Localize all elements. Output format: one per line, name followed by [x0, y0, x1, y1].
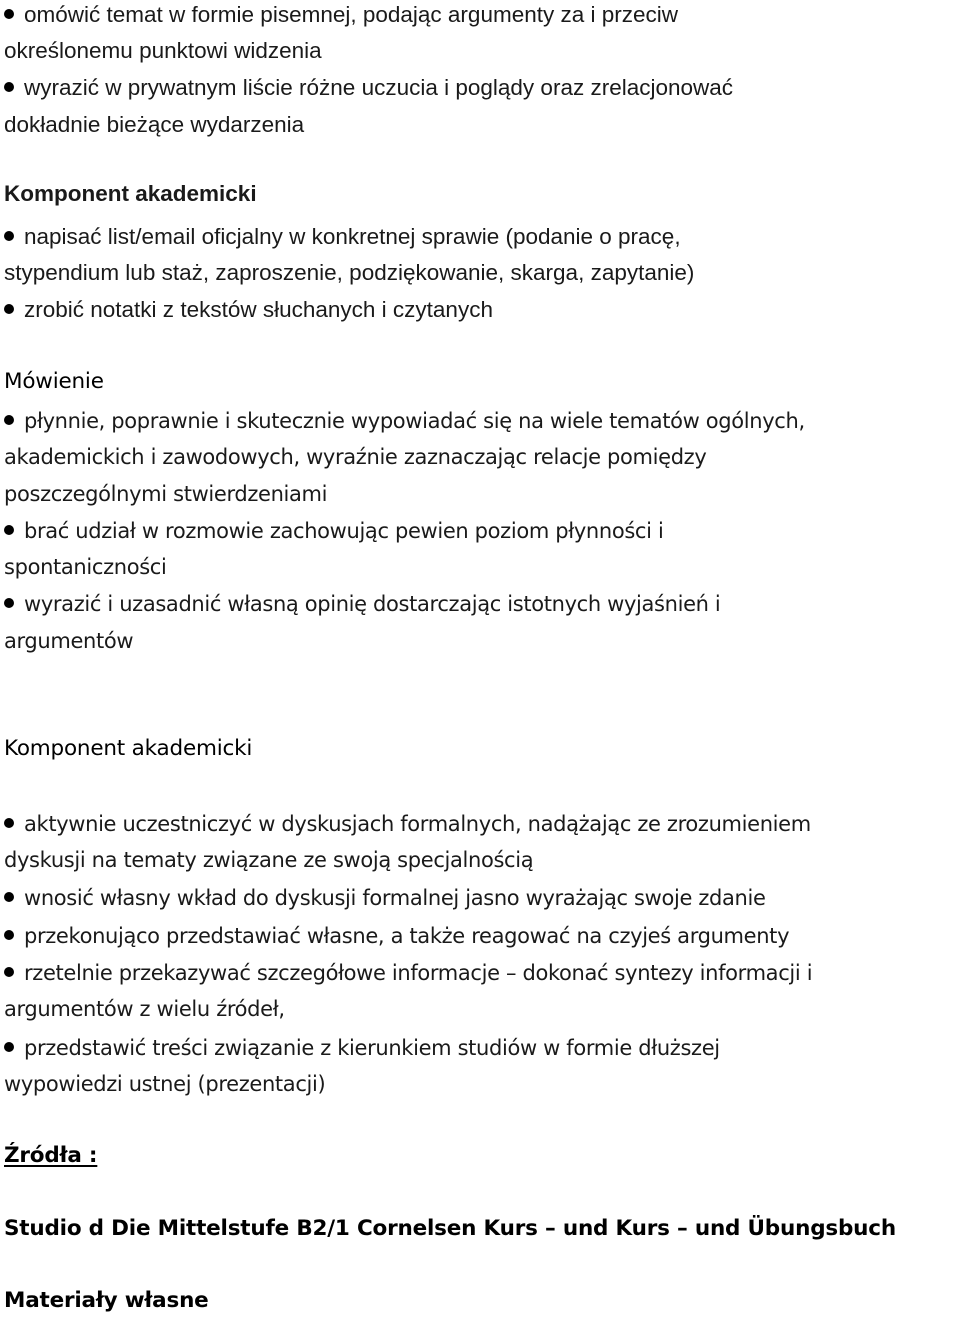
- list-item: płynnie, poprawnie i skutecznie wypowiadać się na wiele tematów ogólnych,: [4, 403, 805, 439]
- list-item-continuation: dyskusji na tematy związane ze swoją specjalnością: [4, 848, 534, 872]
- bullet-icon: [4, 930, 14, 940]
- list-item: omówić temat w formie pisemnej, podając argumenty za i przeciw: [4, 0, 678, 33]
- list-item-continuation: spontaniczności: [4, 555, 167, 579]
- list-item: napisać list/email oficjalny w konkretnej sprawie (podanie o pracę,: [4, 219, 681, 255]
- section-heading: Mówienie: [4, 369, 104, 394]
- list-item-continuation: akademickich i zawodowych, wyraźnie zaznaczając relacje pomiędzy: [4, 445, 707, 469]
- section-heading: Komponent akademicki: [4, 736, 253, 761]
- bullet-icon: [4, 892, 14, 902]
- bullet-icon: [4, 9, 14, 19]
- bullet-icon: [4, 967, 14, 977]
- list-item-continuation: wypowiedzi ustnej (prezentacji): [4, 1072, 326, 1096]
- list-item: przekonująco przedstawiać własne, a także reagować na czyjeś argumenty: [4, 918, 789, 954]
- sources-heading: Źródła :: [4, 1143, 98, 1168]
- list-item-continuation: określonemu punktowi widzenia: [4, 38, 322, 63]
- bullet-icon: [4, 82, 14, 92]
- bullet-icon: [4, 1042, 14, 1052]
- bullet-icon: [4, 415, 14, 425]
- list-item: brać udział w rozmowie zachowując pewien poziom płynności i: [4, 513, 663, 549]
- bullet-icon: [4, 304, 14, 314]
- list-item-continuation: poszczególnymi stwierdzeniami: [4, 482, 328, 506]
- bullet-icon: [4, 525, 14, 535]
- list-item: aktywnie uczestniczyć w dyskusjach formalnych, nadążając ze zrozumieniem: [4, 806, 811, 842]
- list-item-continuation: stypendium lub staż, zaproszenie, podziękowanie, skarga, zapytanie): [4, 260, 695, 285]
- list-item: przedstawić treści związanie z kierunkiem studiów w formie dłuższej: [4, 1030, 720, 1066]
- list-item: wyrazić w prywatnym liście różne uczucia i poglądy oraz zrelacjonować: [4, 70, 733, 106]
- section-heading: Komponent akademicki: [4, 181, 257, 206]
- list-item: wnosić własny wkład do dyskusji formalnej jasno wyrażając swoje zdanie: [4, 880, 766, 916]
- list-item: zrobić notatki z tekstów słuchanych i czytanych: [4, 292, 493, 328]
- list-item-continuation: dokładnie bieżące wydarzenia: [4, 112, 305, 137]
- source-item: Studio d Die Mittelstufe B2/1 Cornelsen Kurs – und Kurs – und Übungsbuch: [4, 1216, 896, 1241]
- list-item-continuation: argumentów: [4, 629, 134, 653]
- bullet-icon: [4, 231, 14, 241]
- list-item: wyrazić i uzasadnić własną opinię dostarczając istotnych wyjaśnień i: [4, 586, 720, 622]
- list-item-continuation: argumentów z wielu źródeł,: [4, 997, 285, 1021]
- bullet-icon: [4, 598, 14, 608]
- list-item: rzetelnie przekazywać szczegółowe informacje – dokonać syntezy informacji i: [4, 955, 812, 991]
- bullet-icon: [4, 818, 14, 828]
- source-item: Materiały własne: [4, 1288, 209, 1313]
